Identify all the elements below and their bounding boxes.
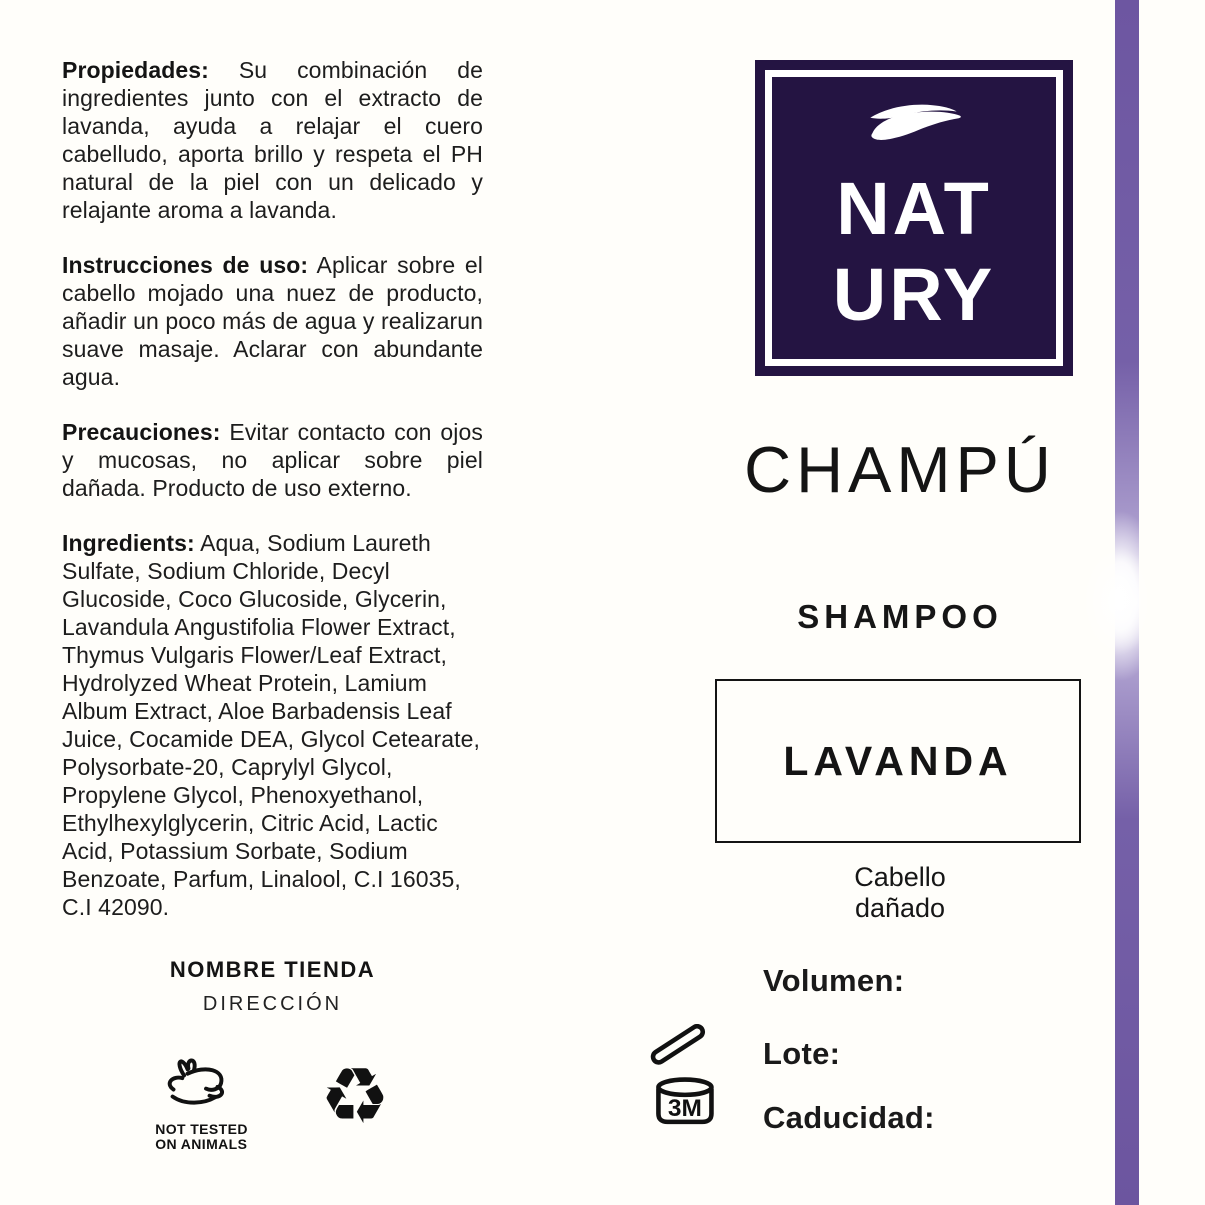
pao-months: 3M [667,1094,702,1122]
cruelty-free-badge [155,1056,248,1152]
hair-type: Cabello dañado [854,862,946,923]
properties-paragraph [62,56,483,224]
wave-icon [862,102,966,150]
expiry-label: Caducidad: [763,1100,935,1135]
instructions-text: Aplicar sobre el cabello mojado una nuez de producto, añadir un poco más de agua y realizarun suave masaje. Aclarar con abundante agua. [62,252,483,390]
ingredients-heading: Ingredients: [62,530,195,556]
brand-wordmark: NAT URY [832,167,996,336]
lot-label: Lote: [763,1036,841,1071]
info-column [62,56,483,1016]
purple-stripe [1115,0,1139,1205]
open-jar-pao-icon [646,1024,730,1128]
not-tested-label: NOT TESTED ON ANIMALS [155,1121,248,1152]
store-name: NOMBRE TIENDA [169,957,376,982]
properties-heading: Propiedades: [62,57,209,83]
certification-icons [62,1052,483,1152]
rabbit-icon [155,1056,243,1116]
variant-name: LAVANDA [783,737,1013,784]
properties-text: Su combinación de ingredientes junto con el extracto de lavanda, ayuda a relajar el cuero cabelludo, aporta brillo y respeta el PH natural de la piel con un delicado y relajante aroma a lavanda. [62,57,483,223]
recycle-icon: ♻ [319,1052,390,1142]
instructions-paragraph [62,251,483,391]
volume-label: Volumen: [763,963,905,998]
variant-box [715,679,1081,843]
precautions-paragraph [62,418,483,502]
store-address: DIRECCIÓN [202,993,343,1015]
brand-logo [755,60,1073,376]
precautions-text: Evitar contacto con ojos y mucosas, no aplicar sobre piel dañada. Producto de uso externo. [62,419,483,501]
ingredients-paragraph [62,529,483,921]
product-title-en: SHAMPOO [797,598,1003,635]
logo-content [755,60,1073,376]
store-info [62,957,483,1016]
ingredients-text: Aqua, Sodium Laureth Sulfate, Sodium Chloride, Decyl Glucoside, Coco Glucoside, Glycerin, Lavandula Angustifolia Flower Extract, Thymus Vulgaris Flower/Leaf Extract, Hydrolyzed Wheat Protein, Lamium Album Extract, Aloe Barbadensis Leaf Juice, Cocamide DEA, Glycol Cetearate, Polysorbate-20, Caprylyl Glycol, Propylene Glycol, Phenoxyethanol, Ethylhexylglycerin, Citric Acid, Lactic Acid, Potassium Sorbate, Sodium Benzoate, Parfum, Linalool, C.I 16035, C.I 42090. [62,530,480,920]
instructions-heading: Instrucciones de uso: [62,252,309,278]
precautions-heading: Precauciones: [62,419,221,445]
product-title-es: CHAMPÚ [744,433,1056,506]
